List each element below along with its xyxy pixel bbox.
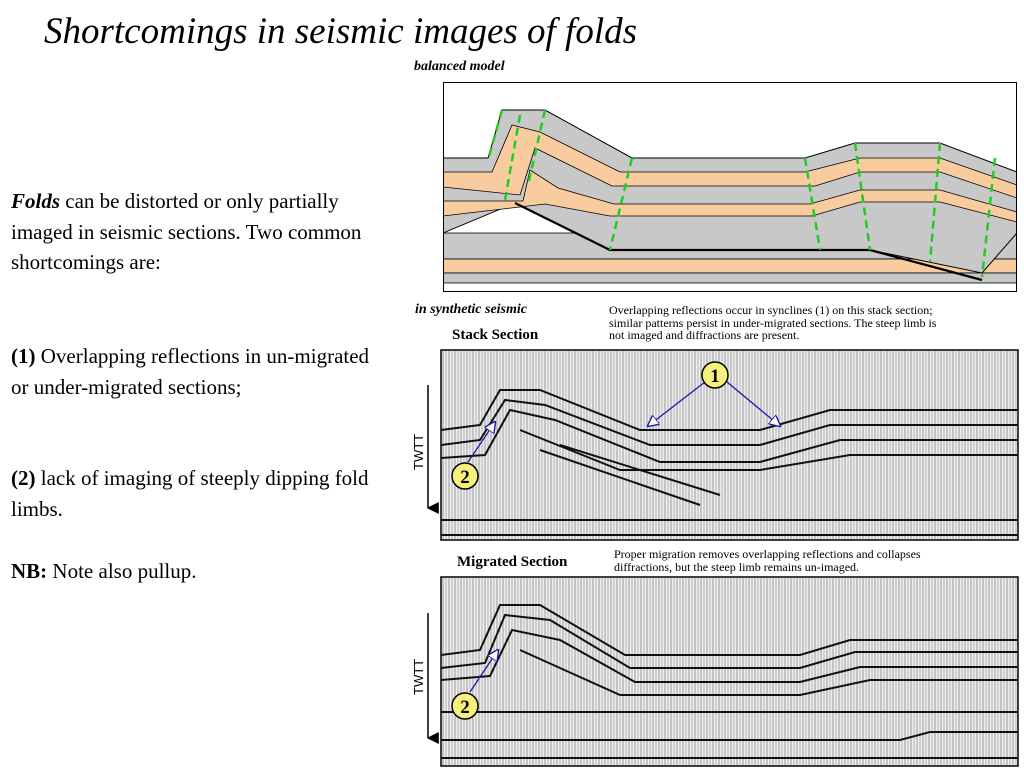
stack-caption-line-2: similar patterns persist in under-migrated sections. The steep limb is <box>609 315 937 330</box>
shortcoming-2-text: lack of imaging of steeply dipping fold limbs. <box>11 466 369 521</box>
model-layer-gray-base <box>443 273 1017 283</box>
page-title: Shortcomings in seismic images of folds <box>44 11 638 52</box>
nb-text: Note also pullup. <box>47 559 197 583</box>
stack-caption-line-3: not imaged and diffractions are present. <box>609 328 800 342</box>
shortcoming-1-number: (1) <box>11 344 36 368</box>
migrated-section-title: Migrated Section <box>457 554 568 570</box>
migrated-section-panel <box>441 577 1018 766</box>
migrated-marker-2-label: 2 <box>460 697 470 718</box>
folds-term: Folds <box>11 189 61 213</box>
shortcoming-2-number: (2) <box>11 466 36 490</box>
stack-section-panel <box>441 350 1018 540</box>
stack-section-title: Stack Section <box>452 327 539 343</box>
migrated-twtt-label: TWTT <box>411 658 426 695</box>
balanced-model <box>443 82 1017 292</box>
stack-twtt-label: TWTT <box>411 433 426 470</box>
marker-1-label: 1 <box>710 366 720 387</box>
synthetic-seismic-label: in synthetic seismic <box>415 302 527 317</box>
migrated-caption-line-1: Proper migration removes overlapping reflections and collapses <box>614 547 921 561</box>
balanced-model-label: balanced model <box>414 59 505 74</box>
stack-marker-2-label: 2 <box>460 467 470 488</box>
intro-text: can be distorted or only partially imaged in seismic sections. Two common shortcomings are: <box>11 189 362 274</box>
stack-caption-line-1: Overlapping reflections occur in synclines (1) on this stack section; <box>609 303 933 317</box>
nb-label: NB: <box>11 559 48 583</box>
shortcoming-1-text: Overlapping reflections in un-migrated or under-migrated sections; <box>11 344 370 399</box>
migrated-caption-line-2: diffractions, but the steep limb remains un-imaged. <box>614 559 860 574</box>
